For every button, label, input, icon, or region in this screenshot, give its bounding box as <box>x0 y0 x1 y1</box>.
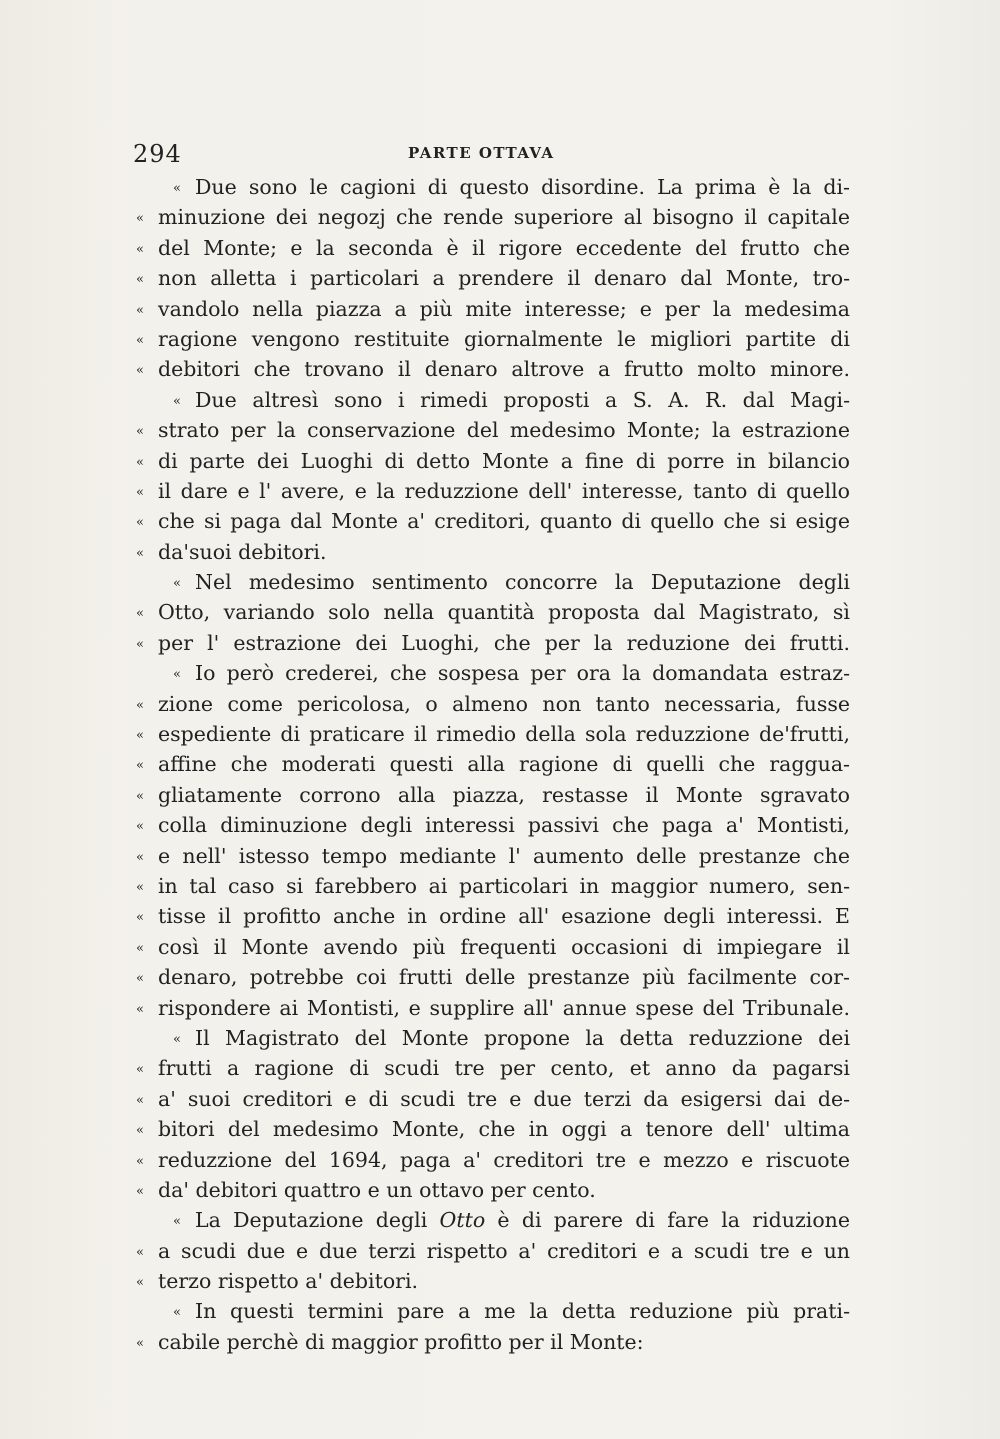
text-line <box>133 962 853 992</box>
line-text: a scudi due e due terzi rispetto a' creditori e a scudi tre e un <box>158 1238 850 1263</box>
quote-mark: « <box>136 1244 144 1260</box>
quote-mark: « <box>173 181 181 196</box>
text-line <box>133 506 853 536</box>
line-text: Due altresì sono i rimedi proposti a S. A. R. dal Magi- <box>195 387 850 412</box>
line-text: colla diminuzione degli interessi passivi che paga a' Montisti, <box>158 813 850 838</box>
quote-mark: « <box>136 879 144 895</box>
text-line <box>133 841 853 871</box>
quote-mark: « <box>136 272 144 288</box>
line-text: minuzione dei negozj che rende superiore al bisogno il capitale <box>158 205 850 230</box>
line-text: da'suoi debitori. <box>158 539 327 564</box>
text-line <box>133 628 853 658</box>
line-text: vandolo nella piazza a più mite interesse; e per la medesima <box>158 296 850 321</box>
text-line <box>133 1205 853 1235</box>
quote-mark: « <box>136 910 144 926</box>
quote-mark: « <box>136 363 144 379</box>
quote-mark: « <box>136 1092 144 1108</box>
line-text: di parte dei Luoghi di detto Monte a fine di porre in bilancio <box>158 448 850 473</box>
text-line <box>133 1266 853 1296</box>
quote-mark: « <box>136 211 144 227</box>
text-line <box>133 1053 853 1083</box>
italic-term: Otto <box>439 1208 486 1233</box>
text-line <box>133 385 853 415</box>
text-line <box>133 354 853 384</box>
line-text: espediente di praticare il rimedio della sola reduzzione de'frutti, <box>158 722 850 747</box>
quote-mark: « <box>136 515 144 531</box>
line-text: per l' estrazione dei Luoghi, che per la reduzione dei frutti. <box>158 630 850 655</box>
page-number: 294 <box>133 140 182 168</box>
quote-mark: « <box>136 1123 144 1139</box>
quote-mark: « <box>136 484 144 500</box>
text-line <box>133 537 853 567</box>
quote-mark: « <box>136 424 144 440</box>
quote-mark: « <box>173 1031 181 1047</box>
text-line <box>133 172 853 202</box>
quote-mark: « <box>136 302 144 318</box>
line-text: così il Monte avendo più frequenti occasioni di impiegare il <box>158 934 850 959</box>
text-line <box>133 1145 853 1175</box>
quote-mark: « <box>136 971 144 987</box>
line-text: bitori del medesimo Monte, che in oggi a tenore dell' ultima <box>158 1117 850 1142</box>
text-line <box>133 1236 853 1266</box>
quote-mark: « <box>136 697 144 713</box>
line-text: Il Magistrato del Monte propone la detta reduzzione dei <box>195 1025 850 1050</box>
line-text: il dare e l' avere, e la reduzzione dell' interesse, tanto di quello <box>158 478 850 503</box>
text-line <box>133 932 853 962</box>
text-line <box>133 446 853 476</box>
text-line <box>133 658 853 688</box>
line-text: a' suoi creditori e di scudi tre e due terzi da esigersi dai de- <box>158 1086 850 1111</box>
line-text: reduzzione del 1694, paga a' creditori tre e mezzo e riscuote <box>158 1147 850 1172</box>
text-line <box>133 202 853 232</box>
text-line <box>133 476 853 506</box>
quote-mark: « <box>136 849 144 865</box>
line-text: gliatamente corrono alla piazza, restasse il Monte sgravato <box>158 782 850 807</box>
quote-mark: « <box>136 788 144 804</box>
line-text: denaro, potrebbe coi frutti delle prestanze più facilmente cor- <box>158 965 850 990</box>
line-text: e nell' istesso tempo mediante l' aumento delle prestanze che <box>158 843 850 868</box>
quote-mark: « <box>136 1275 144 1291</box>
quote-mark: « <box>136 728 144 744</box>
line-text: strato per la conservazione del medesimo Monte; la estrazione <box>158 418 850 443</box>
text-line <box>133 294 853 324</box>
quote-mark: « <box>136 1335 144 1351</box>
text-line <box>133 749 853 779</box>
quote-mark: « <box>136 454 144 470</box>
quote-mark: « <box>136 241 144 257</box>
quote-mark: « <box>136 1001 144 1017</box>
line-text: rispondere ai Montisti, e supplire all' annue spese del Tribunale. <box>158 995 850 1020</box>
quote-mark: « <box>136 545 144 561</box>
text-line <box>133 810 853 840</box>
text-line <box>133 719 853 749</box>
line-text: debitori che trovano il denaro altrove a frutto molto minore. <box>158 357 850 382</box>
line-text: ragione vengono restituite giornalmente le migliori partite di <box>158 326 850 351</box>
text-line <box>133 233 853 263</box>
quote-mark: « <box>136 1183 144 1199</box>
line-text-part: La Deputazione degli <box>195 1208 440 1233</box>
quote-mark: « <box>173 576 181 592</box>
text-line <box>133 1023 853 1053</box>
text-line <box>133 1327 853 1357</box>
line-text: cabile perchè di maggior profitto per il Monte: <box>158 1329 644 1354</box>
quote-mark: « <box>136 940 144 956</box>
text-line <box>133 901 853 931</box>
quote-mark: « <box>136 332 144 348</box>
text-line <box>133 1114 853 1144</box>
quote-mark: « <box>136 819 144 835</box>
quote-mark: « <box>173 1214 181 1230</box>
line-text-part: è di parere di fare la riduzione <box>485 1208 850 1233</box>
text-line <box>133 993 853 1023</box>
text-line <box>133 1084 853 1114</box>
line-text: Due sono le cagioni di questo disordine. La prima è la di- <box>195 175 850 199</box>
line-text: frutti a ragione di scudi tre per cento, et anno da pagarsi <box>158 1056 850 1081</box>
text-line <box>133 597 853 627</box>
line-text: Otto, variando solo nella quantità proposta dal Magistrato, sì <box>158 600 850 625</box>
line-text <box>195 1205 850 1235</box>
quote-mark: « <box>136 606 144 622</box>
quote-mark: « <box>136 1153 144 1169</box>
line-text: Nel medesimo sentimento concorre la Deputazione degli <box>195 570 850 595</box>
text-line <box>133 263 853 293</box>
line-text: che si paga dal Monte a' creditori, quanto di quello che si esige <box>158 509 850 534</box>
quote-mark: « <box>173 393 181 409</box>
line-text: Io però crederei, che sospesa per ora la domandata estraz- <box>195 661 850 686</box>
line-text: affine che moderati questi alla ragione di quelli che raggua- <box>158 752 850 777</box>
line-text: In questi termini pare a me la detta reduzione più prati- <box>195 1299 850 1324</box>
quote-mark: « <box>173 1305 181 1321</box>
quote-mark: « <box>136 1062 144 1078</box>
text-line <box>133 780 853 810</box>
text-line <box>133 1175 853 1205</box>
text-line <box>133 415 853 445</box>
quote-mark: « <box>136 636 144 652</box>
page-header <box>133 140 853 174</box>
line-text: terzo rispetto a' debitori. <box>158 1269 419 1294</box>
text-line <box>133 567 853 597</box>
running-head: PARTE OTTAVA <box>408 144 555 162</box>
line-text: del Monte; e la seconda è il rigore eccedente del frutto che <box>158 235 850 260</box>
line-text: da' debitori quattro e un ottavo per cento. <box>158 1177 596 1202</box>
line-text: non alletta i particolari a prendere il denaro dal Monte, tro- <box>158 266 850 291</box>
text-line <box>133 689 853 719</box>
text-line <box>133 324 853 354</box>
line-text: zione come pericolosa, o almeno non tanto necessaria, fusse <box>158 691 850 716</box>
body-text <box>133 172 853 1357</box>
quote-mark: « <box>173 667 181 683</box>
line-text: tisse il profitto anche in ordine all' esazione degli interessi. E <box>158 904 850 929</box>
text-line <box>133 1296 853 1326</box>
text-line <box>133 871 853 901</box>
line-text: in tal caso si farebbero ai particolari in maggior numero, sen- <box>158 873 850 898</box>
quote-mark: « <box>136 758 144 774</box>
